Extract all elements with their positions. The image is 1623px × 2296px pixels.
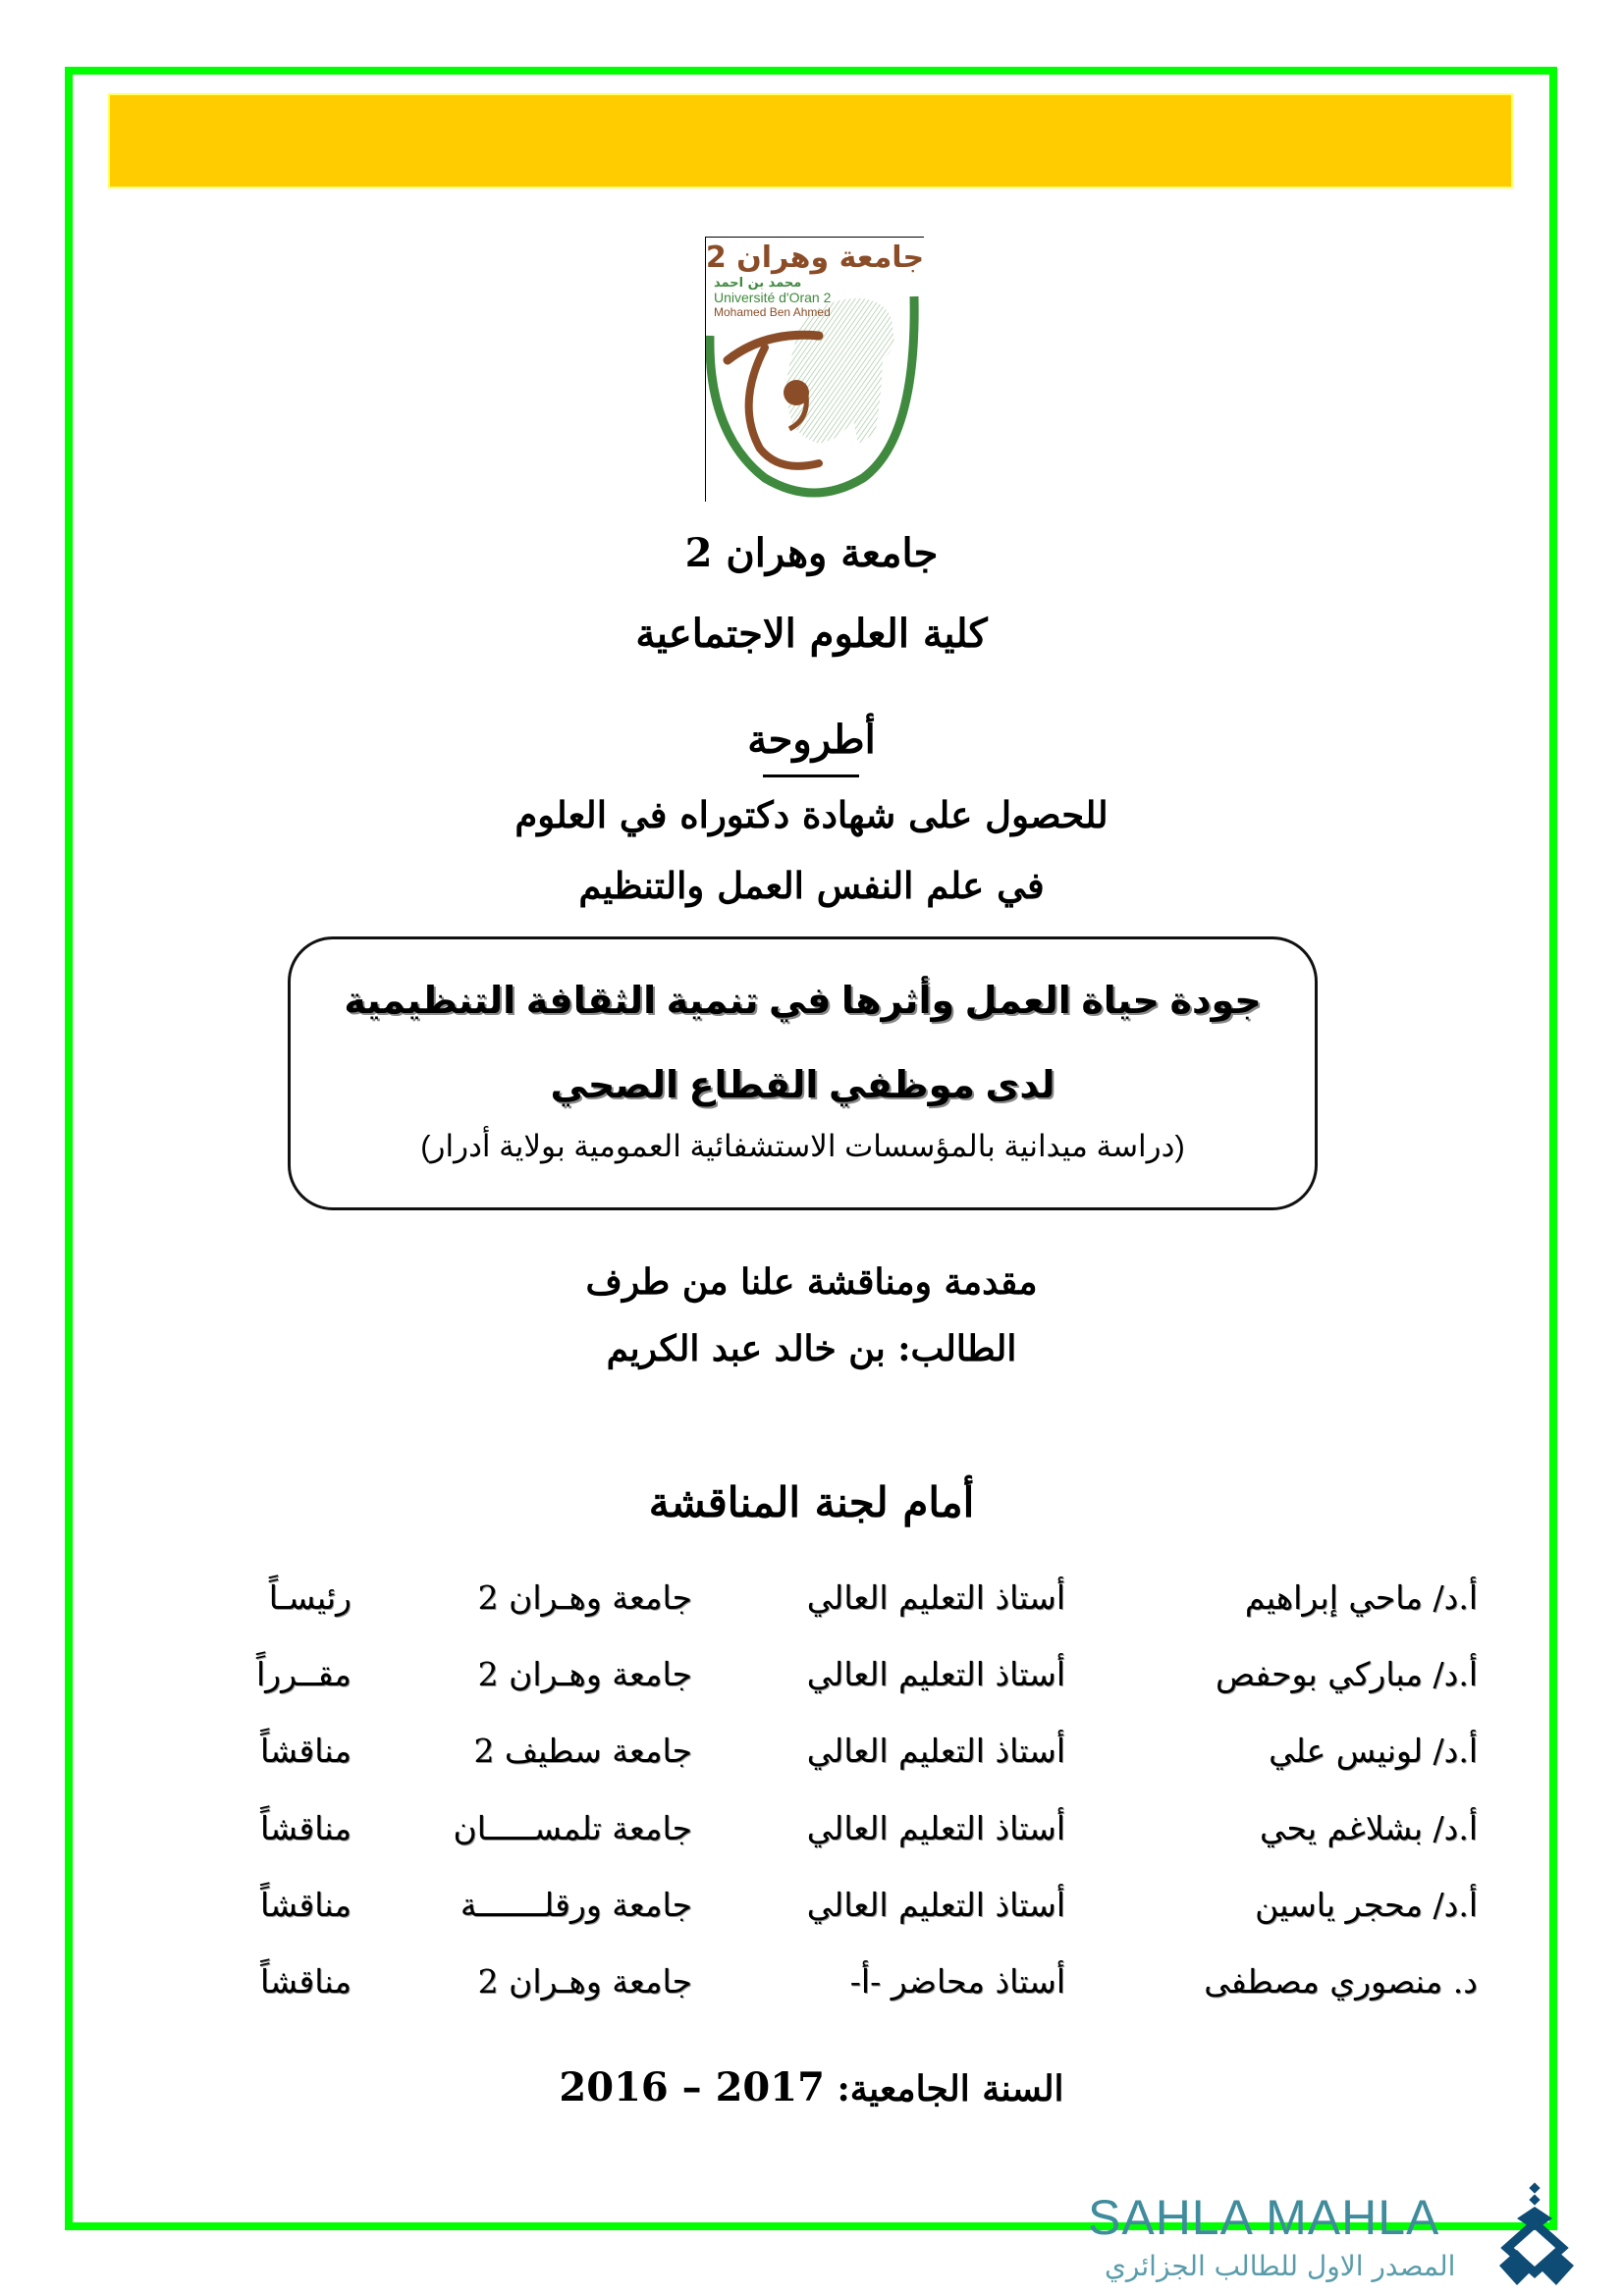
presented-by: مقدمة ومناقشة علنا من طرف xyxy=(585,1261,1038,1303)
member-name: أ.د/ لونيس علي xyxy=(1269,1732,1478,1770)
committee-row xyxy=(0,1809,1623,1868)
thesis-label-underline xyxy=(763,774,859,777)
member-university: جامعة تلمســـــان xyxy=(453,1809,692,1847)
member-rank: أستاذ التعليم العالي xyxy=(806,1578,1065,1617)
member-role: مقــرراً xyxy=(255,1655,352,1693)
member-name: أ.د/ مباركي بوحفص xyxy=(1215,1655,1478,1693)
member-university: جامعة سطيف 2 xyxy=(473,1732,692,1770)
degree-line: للحصول على شهادة دكتوراه في العلوم xyxy=(514,793,1109,836)
svg-text:Mohamed Ben Ahmed: Mohamed Ben Ahmed xyxy=(714,305,831,319)
committee-heading: أمام لجنة المناقشة xyxy=(648,1478,975,1526)
sahla-mahla-watermark xyxy=(1085,2150,1623,2296)
thesis-subtitle: (دراسة ميدانية بالمؤسسات الاستشفائية العمومية بولاية أدرار) xyxy=(420,1129,1185,1163)
member-name: أ.د/ بشلاغم يحي xyxy=(1260,1809,1478,1847)
member-rank: أستاذ التعليم العالي xyxy=(806,1732,1065,1770)
member-name: أ.د/ محجر ياسين xyxy=(1255,1886,1478,1924)
thesis-label: أطروحة xyxy=(747,717,876,763)
thesis-title-line-2: لدى موظفي القطاع الصحي xyxy=(550,1065,1055,1106)
university-logo xyxy=(705,237,924,502)
thesis-title-line-1: جودة حياة العمل وأثرها في تنمية الثقافة التنظيمية xyxy=(344,981,1262,1022)
academic-year xyxy=(0,2064,1623,2110)
member-rank: أستاذ التعليم العالي xyxy=(806,1655,1065,1693)
university-name: جامعة وهران 2 xyxy=(684,530,939,576)
header-color-bar xyxy=(110,95,1511,187)
member-university: جامعة وهـران 2 xyxy=(477,1962,692,2001)
member-role: مناقشاً xyxy=(260,1809,352,1847)
lion-emblem-icon xyxy=(706,238,924,502)
watermark-arabic-text: المصدر الاول للطالب الجزائري xyxy=(1105,2250,1456,2282)
member-role: رئيسـاً xyxy=(268,1578,352,1617)
member-role: مناقشاً xyxy=(260,1886,352,1924)
svg-text:Université d'Oran 2: Université d'Oran 2 xyxy=(714,290,832,305)
member-name: د. منصوري مصطفى xyxy=(1204,1962,1478,2001)
specialty-line: في علم النفس العمل والتنظيم xyxy=(578,864,1045,907)
member-university: جامعة وهـران 2 xyxy=(477,1655,692,1693)
academic-year-value: 2016 – 2017 xyxy=(559,2064,825,2110)
member-role: مناقشاً xyxy=(260,1962,352,2001)
member-role: مناقشاً xyxy=(260,1732,352,1770)
committee-row xyxy=(0,1962,1623,2021)
committee-row xyxy=(0,1578,1623,1637)
member-rank: أستاذ التعليم العالي xyxy=(806,1809,1065,1847)
thesis-title-box xyxy=(288,936,1318,1210)
faculty-name: كلية العلوم الاجتماعية xyxy=(635,611,988,657)
member-university: جامعة وهـران 2 xyxy=(477,1578,692,1617)
committee-row xyxy=(0,1732,1623,1790)
svg-text:جامعة وهران 2: جامعة وهران 2 xyxy=(706,240,924,275)
member-university: جامعة ورقلـــــــة xyxy=(460,1886,692,1924)
svg-text:محمد بن احمد: محمد بن احمد xyxy=(714,276,802,291)
committee-row xyxy=(0,1655,1623,1714)
member-rank: أستاذ محاضر -أ- xyxy=(849,1962,1065,2001)
sahla-mahla-logo-icon xyxy=(1497,2179,1576,2292)
member-name: أ.د/ ماحي إبراهيم xyxy=(1244,1578,1478,1617)
member-rank: أستاذ التعليم العالي xyxy=(806,1886,1065,1924)
student-name: الطالب: بن خالد عبد الكريم xyxy=(606,1328,1017,1369)
watermark-latin-text: SAHLA MAHLA xyxy=(1088,2190,1440,2245)
committee-row xyxy=(0,1886,1623,1945)
academic-year-label: السنة الجامعية: xyxy=(837,2068,1064,2109)
